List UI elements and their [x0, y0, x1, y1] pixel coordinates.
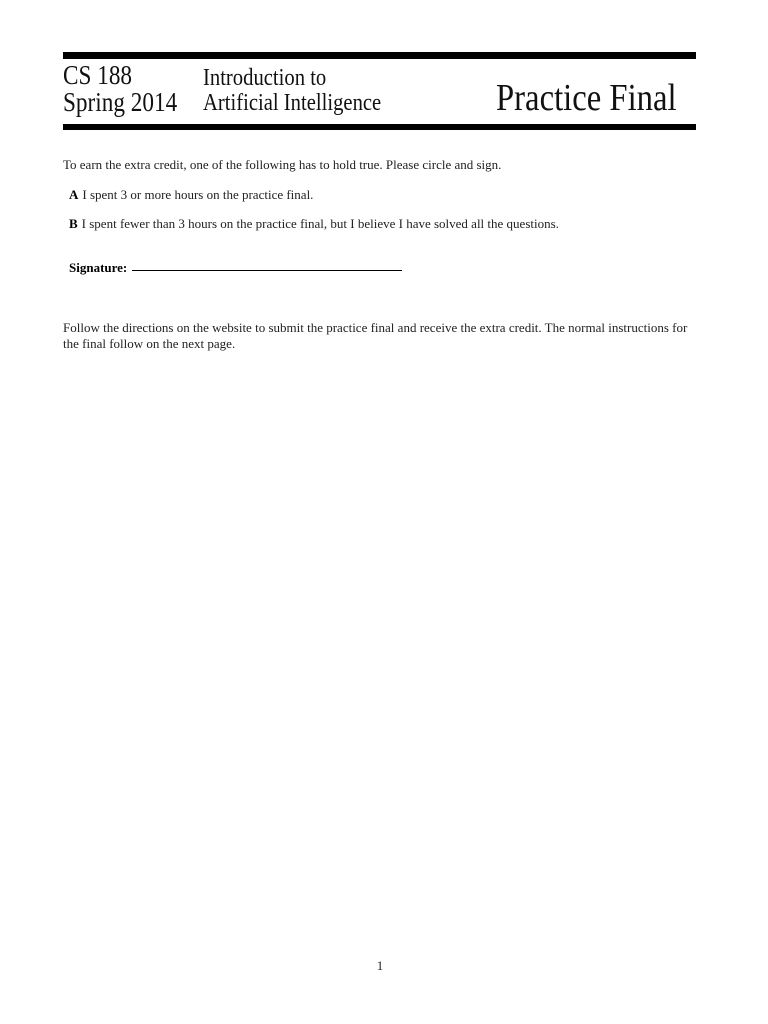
signature-row [69, 260, 402, 276]
option-a[interactable] [69, 187, 313, 203]
option-a-letter: A [69, 187, 79, 202]
option-a-text: I spent 3 or more hours on the practice final. [82, 187, 314, 202]
option-b-letter: B [69, 216, 78, 231]
document-title: Practice Final [496, 77, 677, 119]
header-bottom-rule [63, 124, 696, 130]
signature-line[interactable] [132, 270, 402, 271]
directions-text: Follow the directions on the website to submit the practice final and receive the extra credit. The normal instructions for the final follow on the next page. [63, 320, 688, 351]
option-b-text: I spent fewer than 3 hours on the practice final, but I believe I have solved all the questions. [81, 216, 559, 231]
term: Spring 2014 [63, 87, 178, 117]
course-code: CS 188 [63, 60, 133, 90]
header-top-rule [63, 52, 696, 59]
option-b[interactable] [69, 216, 559, 232]
page-number: 1 [376, 958, 384, 973]
intro-text: To earn the extra credit, one of the following has to hold true. Please circle and sign. [63, 157, 502, 172]
signature-label: Signature: [69, 260, 128, 275]
course-name-line2: Artificial Intelligence [203, 90, 382, 116]
course-name-line1: Introduction to [203, 65, 327, 91]
